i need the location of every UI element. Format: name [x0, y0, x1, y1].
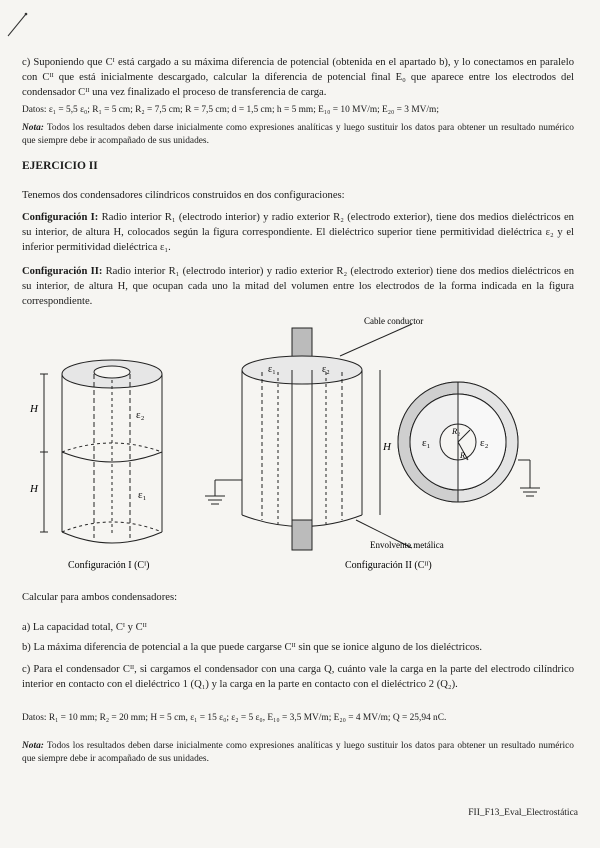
figures: [0, 310, 600, 580]
note: [22, 740, 574, 765]
exercise-title: EJERCICIO II: [22, 160, 98, 172]
note-text: Todos los resultados deben darse inicialmente como expresiones analíticas y luego sustituir los datos para obtener un resultado numérico que siempre debe ir acompañado de sus unidades.: [22, 123, 574, 146]
fig1-h-bottom: H: [30, 483, 38, 495]
note-label: Nota:: [22, 123, 44, 133]
config1-text: Radio interior R₁ (electrodo interior) y radio exterior R₂ (electrodo exterior), tiene dos medios dieléctricos en su interior, de altura H, colocados según la figura correspondiente. El dieléctrico superior tiene permitividad dieléctrica ε₂ y el inferior permitividad dieléctrica ε₁.: [22, 212, 574, 253]
footer: FII_F13_Eval_Electrostática: [468, 808, 578, 818]
cable-label: Cable conductor: [364, 316, 424, 326]
config1-label: Configuración I:: [22, 212, 99, 223]
part-c-label: c): [22, 57, 31, 68]
calc-intro: Calcular para ambos condensadores:: [22, 592, 178, 603]
config1-description: [22, 210, 574, 255]
config2-text: Radio interior R₁ (electrodo interior) y radio exterior R₂ (electrodo exterior) tiene dos medios dieléctricos en su interior, de altura H, que ocupan cada uno la mitad del volumen entre los electrodos de la forma indicada en la figura correspondiente.: [22, 266, 574, 307]
fig1-eps2: ε₂: [136, 409, 145, 421]
cross-eps1: ε₁: [422, 437, 431, 449]
note-label-2: Nota:: [22, 741, 44, 751]
fig2-eps2: ε₂: [322, 364, 330, 375]
cross-r1: R₁: [460, 450, 469, 460]
figure-cross-section: [398, 382, 540, 502]
question-b: b) La máxima diferencia de potencial a la que puede cargarse Cᴵᴵ sin que se ionice alguno de los dieléctricos.: [22, 642, 482, 653]
fig1-caption: Configuración I (Cᴵ): [68, 560, 150, 571]
config2-label: Configuración II:: [22, 266, 103, 277]
fig1-h-top: H: [30, 403, 38, 415]
fig2-eps1: ε₁: [268, 364, 276, 375]
figure-config2: [205, 324, 412, 550]
previous-note: [22, 122, 574, 147]
fig2-h: H: [383, 441, 391, 453]
intro-text: Tenemos dos condensadores cilíndricos construidos en dos configuraciones:: [22, 190, 345, 201]
data-line: Datos: R₁ = 10 mm; R₂ = 20 mm; H = 5 cm, ε₁ = 15 ε₀; ε₂ = 5 ε₀, E₁₀ = 3,5 MV/m; E₂₀ = 4 MV/m; Q = 25,94 nC.: [22, 713, 447, 723]
question-c: c) Para el condensador Cᴵᴵ, si cargamos el condensador con una carga Q, cuánto vale la carga en la parte del electrodo cilíndrico interior en contacto con el dieléctrico 1 (Q₁) y la carga en la parte en contacto con el dieléctrico 2 (Q₂).: [22, 664, 574, 690]
cross-eps2: ε₂: [480, 437, 489, 449]
fig2-caption: Configuración II (Cᴵᴵ): [345, 560, 432, 571]
pen-mark: [0, 0, 50, 50]
cross-r2: R₂: [452, 426, 461, 436]
figure-config1: [40, 360, 162, 543]
question-a: a) La capacidad total, Cᴵ y Cᴵᴵ: [22, 622, 147, 633]
config2-description: [22, 264, 574, 309]
previous-part-c: [22, 55, 574, 100]
part-c-text: Suponiendo que Cᴵ está cargado a su máxima diferencia de potencial (obtenida en el apartado b), y lo conectamos en paralelo con Cᴵᴵ que está inicialmente descargado, calcular la diferencia de potencial final E₀ que aparece entre los electrodos del condensador Cᴵᴵ una vez finalizado el proceso de transferencia de carga.: [22, 57, 574, 98]
note-text-2: Todos los resultados deben darse inicialmente como expresiones analíticas y luego sustituir los datos para obtener un resultado numérico que siempre debe ir acompañado de sus unidades.: [22, 741, 574, 764]
envelope-label: Envolvente metálica: [370, 540, 444, 550]
fig1-eps1: ε₁: [138, 489, 147, 501]
previous-data-line: Datos: ε₁ = 5,5 ε₀; R₁ = 5 cm; R₂ = 7,5 cm; R = 7,5 cm; d = 1,5 cm; h = 5 mm; E₁₀ = 10 MV/m; E₂₀ = 3 MV/m;: [22, 105, 439, 115]
